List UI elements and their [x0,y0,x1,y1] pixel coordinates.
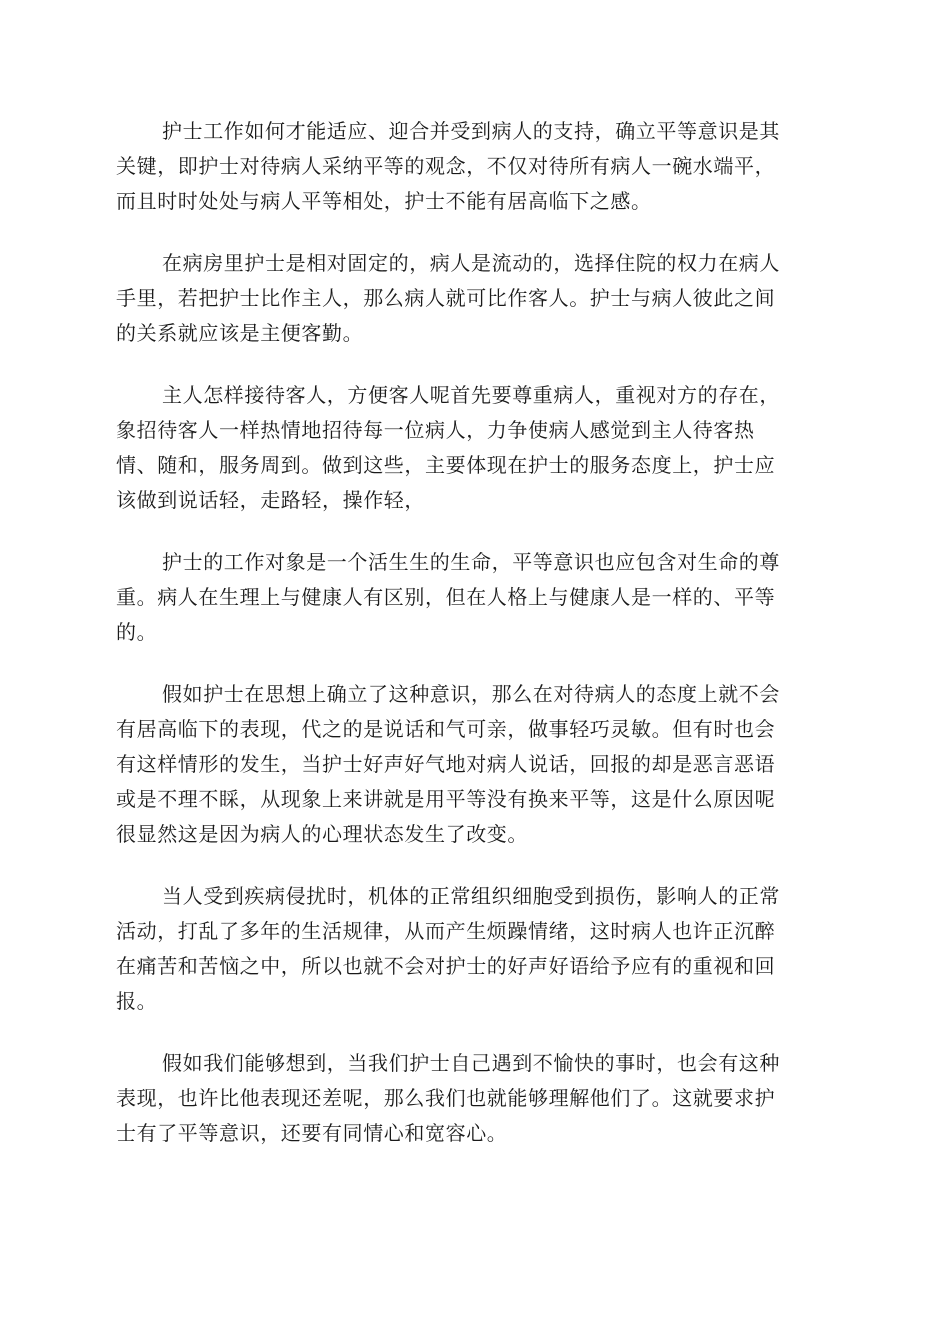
paragraph-line: 或是不理不睬，从现象上来讲就是用平等没有换来平等，这是什么原因呢 [116,787,776,811]
paragraph-6 [116,879,832,1019]
paragraph-line: 表现，也许比他表现还差呢，那么我们也就能够理解他们了。这就要求护 [116,1086,776,1110]
paragraph-line: 的关系就应该是主便客勤。 [116,321,364,345]
paragraph-line: 假如护士在思想上确立了这种意识，那么在对待病人的态度上就不会 [162,682,780,706]
paragraph-line: 在病房里护士是相对固定的，病人是流动的，选择住院的权力在病人 [162,251,780,275]
paragraph-line: 当人受到疾病侵扰时，机体的正常组织细胞受到损伤，影响人的正常 [162,884,780,908]
paragraph-1 [116,114,832,219]
paragraph-line: 有居高临下的表现，代之的是说话和气可亲，做事轻巧灵敏。但有时也会 [116,717,776,741]
paragraph-line: 报。 [116,989,158,1013]
paragraph-line: 护士的工作对象是一个活生生的生命，平等意识也应包含对生命的尊 [162,550,780,574]
paragraph-line: 象招待客人一样热情地招待每一位病人，力争使病人感觉到主人待客热 [116,418,755,442]
paragraph-line: 手里，若把护士比作主人，那么病人就可比作客人。护士与病人彼此之间 [116,286,776,310]
paragraph-line: 活动，打乱了多年的生活规律，从而产生烦躁情绪，这时病人也许正沉醉 [116,919,776,943]
paragraph-line: 士有了平等意识，还要有同情心和宽容心。 [116,1121,508,1145]
paragraph-3 [116,378,832,518]
paragraph-line: 关键，即护士对待病人采纳平等的观念，不仅对待所有病人一碗水端平， [116,154,776,178]
paragraph-line: 而且时时处处与病人平等相处，护士不能有居高临下之感。 [116,189,652,213]
paragraph-line: 主人怎样接待客人，方便客人呢首先要尊重病人，重视对方的存在， [162,383,780,407]
paragraph-line: 很显然这是因为病人的心理状态发生了改变。 [116,822,528,846]
paragraph-line: 的。 [116,620,158,644]
paragraph-line: 在痛苦和苦恼之中，所以也就不会对护士的好声好语给予应有的重视和回 [116,954,776,978]
paragraph-7 [116,1046,832,1151]
paragraph-line: 护士工作如何才能适应、迎合并受到病人的支持，确立平等意识是其 [162,119,780,143]
paragraph-line: 该做到说话轻，走路轻，操作轻， [116,488,425,512]
paragraph-line: 重。病人在生理上与健康人有区别，但在人格上与健康人是一样的、平等 [116,585,776,609]
paragraph-line: 假如我们能够想到，当我们护士自己遇到不愉快的事时，也会有这种 [162,1051,780,1075]
paragraph-line: 情、随和，服务周到。做到这些，主要体现在护士的服务态度上，护士应 [116,453,776,477]
paragraph-5 [116,677,832,852]
document-body [116,114,832,1178]
paragraph-2 [116,246,832,351]
paragraph-line: 有这样情形的发生，当护士好声好气地对病人说话，回报的却是恶言恶语 [116,752,776,776]
paragraph-4 [116,545,832,650]
